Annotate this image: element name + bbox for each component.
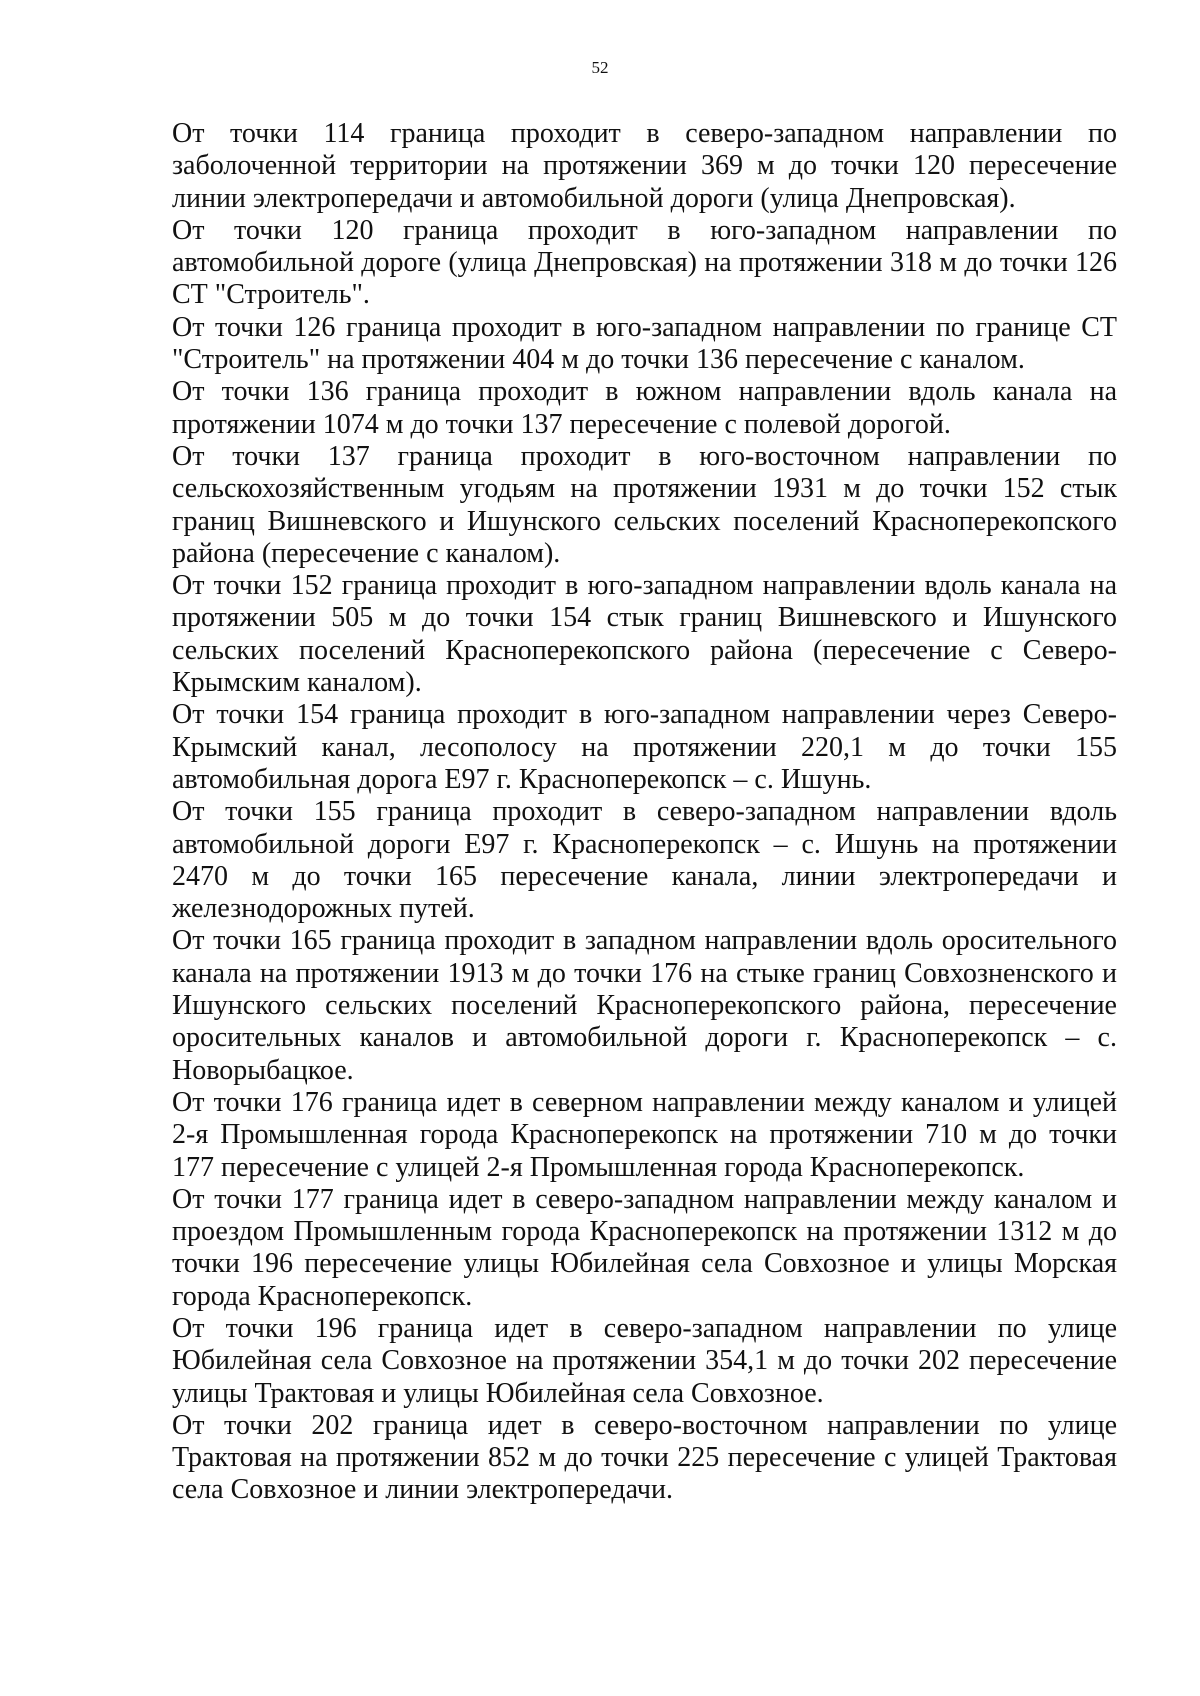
- paragraph: От точки 196 граница идет в северо-западном направлении по улице Юбилейная села Совхозное на протяжении 354,1 м до точки 202 пересечение улицы Трактовая и улицы Юбилейная села Совхозное.: [172, 1312, 1117, 1409]
- paragraph: От точки 120 граница проходит в юго-западном направлении по автомобильной дороге (улица Днепровская) на протяжении 318 м до точки 126 СТ "Строитель".: [172, 214, 1117, 311]
- paragraph: От точки 202 граница идет в северо-восточном направлении по улице Трактовая на протяжении 852 м до точки 225 пересечение с улицей Трактовая села Совхозное и линии электропередачи.: [172, 1409, 1117, 1506]
- page-number: 52: [591, 58, 609, 77]
- paragraph: От точки 137 граница проходит в юго-восточном направлении по сельскохозяйственным угодьям на протяжении 1931 м до точки 152 стык границ Вишневского и Ишунского сельских поселений Красноперекопского района (пересечение с каналом).: [172, 440, 1117, 569]
- paragraph: От точки 114 граница проходит в северо-западном направлении по заболоченной территории на протяжении 369 м до точки 120 пересечение линии электропередачи и автомобильной дороги (улица Днепровская).: [172, 118, 1117, 214]
- paragraph: От точки 177 граница идет в северо-западном направлении между каналом и проездом Промышленным города Красноперекопск на протяжении 1312 м до точки 196 пересечение улицы Юбилейная села Совхозное и улицы Морская города Красноперекопск.: [172, 1183, 1117, 1312]
- paragraph: От точки 136 граница проходит в южном направлении вдоль канала на протяжении 1074 м до точки 137 пересечение с полевой дорогой.: [172, 376, 1117, 440]
- paragraph: От точки 176 граница идет в северном направлении между каналом и улицей 2-я Промышленная города Красноперекопск на протяжении 710 м до точки 177 пересечение с улицей 2-я Промышленная города Красноперекопск.: [172, 1086, 1117, 1183]
- paragraph: От точки 126 граница проходит в юго-западном направлении по границе СТ "Строитель" на протяжении 404 м до точки 136 пересечение с каналом.: [172, 311, 1117, 376]
- paragraph: От точки 154 граница проходит в юго-западном направлении через Северо-Крымский канал, лесополосу на протяжении 220,1 м до точки 155 автомобильная дорога Е97 г. Красноперекопск – с. Ишунь.: [172, 699, 1117, 795]
- paragraph: От точки 152 граница проходит в юго-западном направлении вдоль канала на протяжении 505 м до точки 154 стык границ Вишневского и Ишунского сельских поселений Красноперекопского района (пересечение с Северо-Крымским каналом).: [172, 570, 1117, 699]
- paragraph: От точки 165 граница проходит в западном направлении вдоль оросительного канала на протяжении 1913 м до точки 176 на стыке границ Совхозненского и Ишунского сельских поселений Красноперекопского района, пересечение оросительных каналов и автомобильной дороги г. Красноперекопск – с. Новорыбацкое.: [172, 925, 1117, 1086]
- document-body: [172, 118, 1117, 1507]
- paragraph: От точки 155 граница проходит в северо-западном направлении вдоль автомобильной дороги Е97 г. Красноперекопск – с. Ишунь на протяжении 2470 м до точки 165 пересечение канала, линии электропередачи и железнодорожных путей.: [172, 796, 1117, 925]
